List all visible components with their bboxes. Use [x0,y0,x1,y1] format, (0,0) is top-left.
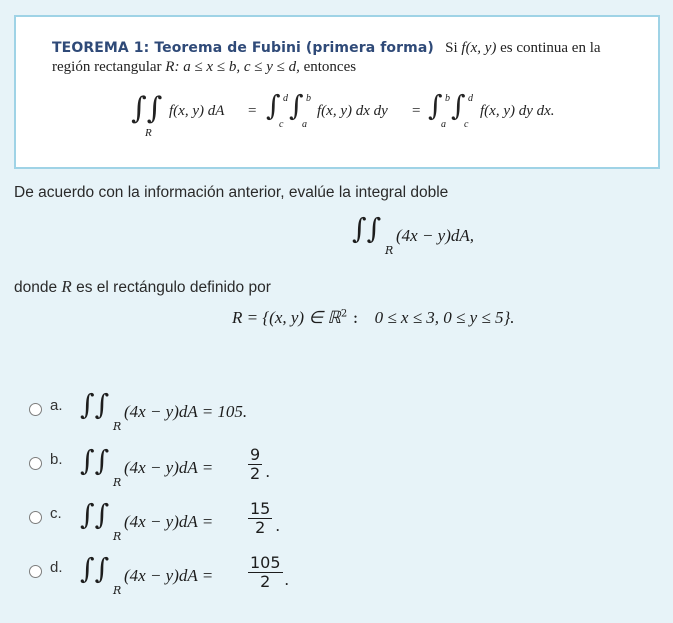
region-rest: es el rectángulo definido por [76,279,271,296]
option-b-numerator: 9 [250,445,261,464]
lhs-sub: R [145,127,152,139]
option-d-numerator: 105 [250,553,281,572]
region-def-colon: : [352,308,359,328]
option-c-denominator: 2 [248,518,272,537]
eq-1: = [248,103,257,119]
option-a-radio[interactable] [29,403,42,416]
option-c-sub: R [113,530,122,543]
option-b-denominator: 2 [250,464,261,483]
option-b-fraction [248,446,262,483]
mid-inner-integral: ∫ [289,89,304,122]
double-integral-sign: ∫∫ [131,91,163,126]
option-d-expression[interactable] [80,552,340,606]
rhs-inner-high: d [468,93,473,104]
option-b-text: (4x − y)dA = [124,458,214,477]
mid-inner-low: a [302,119,307,130]
question-integral-sub: R [385,244,394,257]
theorem-entonces: entonces [303,59,357,75]
option-c-expression[interactable] [80,498,340,552]
theorem-region-conds: : a ≤ x ≤ b, c ≤ y ≤ d, [174,59,300,75]
rhs-integrand: f(x, y) dy dx. [480,103,555,119]
region-definition [232,308,515,328]
option-d-integral-sign: ∫∫ [80,552,110,585]
question-integrand: (4x − y)dA, [396,226,475,245]
region-def-lhs: R = {(x, y) ∈ ℝ [232,308,341,327]
option-b-sub: R [113,476,122,489]
option-d-radio[interactable] [29,565,42,578]
rhs-outer-integral: ∫ [428,89,443,122]
fubini-formula [131,89,601,167]
option-a-sub: R [113,420,122,433]
theorem-statement [52,39,612,77]
option-d-tail: . [285,570,290,589]
rhs-inner-integral: ∫ [451,89,466,122]
option-c-numerator: 15 [250,499,271,518]
theorem-region-prefix: región rectangular [52,59,162,75]
region-donde: donde [14,279,58,296]
theorem-si: Si [445,40,458,56]
option-c-integral-sign: ∫∫ [80,498,110,531]
option-a-expression[interactable] [80,388,340,442]
option-b-tail: . [266,462,271,481]
option-c-text: (4x − y)dA = [124,512,214,531]
option-b-expression[interactable] [80,444,340,498]
region-def-sup: 2 [340,308,348,320]
option-d-sub: R [113,584,122,597]
mid-integrand: f(x, y) dx dy [317,103,388,119]
option-d-text: (4x − y)dA = [124,566,214,585]
eq-2: = [412,103,421,119]
region-def-conds: 0 ≤ x ≤ 3, 0 ≤ y ≤ 5}. [374,308,515,327]
question-intro: De acuerdo con la información anterior, evalúe la integral doble [14,184,449,201]
theorem-fxy: f(x, y) [461,40,497,56]
option-c-tail: . [276,516,281,535]
rhs-inner-low: c [464,119,469,130]
option-b-letter: b. [50,451,63,468]
rhs-outer-high: b [445,93,450,104]
option-b-integral-sign: ∫∫ [80,444,110,477]
question-integral-sign: ∫∫ [352,212,382,245]
mid-outer-low: c [279,119,284,130]
option-a-letter: a. [50,397,63,414]
option-d-letter: d. [50,559,63,576]
option-a-integral-sign: ∫∫ [80,388,110,421]
theorem-box [14,15,660,169]
option-c-letter: c. [50,505,62,522]
theorem-heading: TEOREMA 1: Teorema de Fubini (primera forma) [52,40,434,56]
option-c-fraction [248,500,272,537]
mid-outer-high: d [283,93,288,104]
mid-outer-integral: ∫ [266,89,281,122]
option-d-fraction [248,554,283,591]
lhs-integrand: f(x, y) dA [169,103,225,119]
region-R-symbol: R [61,277,72,296]
theorem-region-R: R [165,59,175,75]
mid-inner-high: b [306,93,311,104]
option-b-radio[interactable] [29,457,42,470]
theorem-continua: es continua en la [500,40,601,56]
region-description [14,277,271,297]
rhs-outer-low: a [441,119,446,130]
option-c-radio[interactable] [29,511,42,524]
option-a-text: (4x − y)dA = 105. [124,402,248,421]
option-d-denominator: 2 [248,572,283,591]
